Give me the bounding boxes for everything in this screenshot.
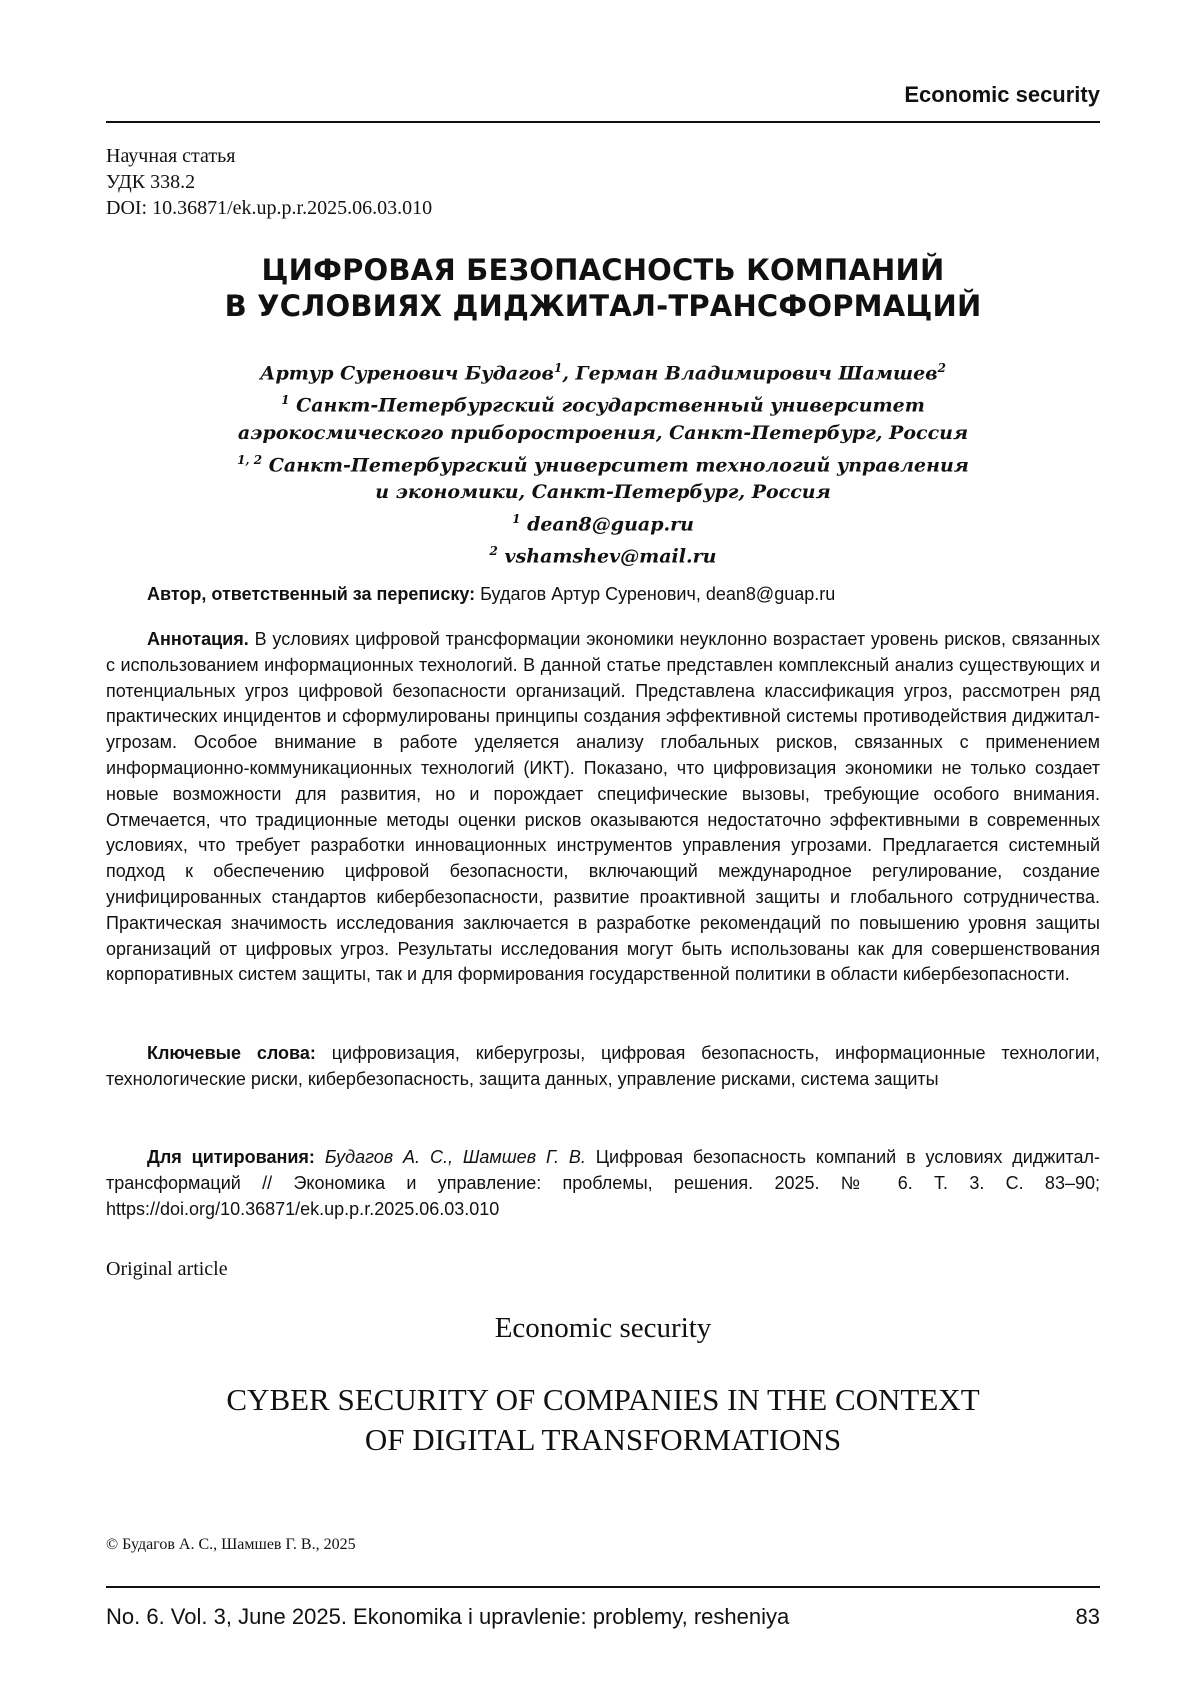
author-separator: , [562, 362, 576, 385]
abstract [106, 627, 1100, 988]
copyright: © Будагов А. С., Шамшев Г. В., 2025 [106, 1536, 356, 1553]
udk-code: УДК 338.2 [106, 171, 196, 193]
email-1 [106, 506, 1100, 538]
doi: DOI: 10.36871/ek.up.p.r.2025.06.03.010 [106, 197, 433, 219]
page-number: 83 [1075, 1604, 1100, 1629]
running-head: Economic security [904, 82, 1100, 107]
correspondence-value: Будагов Артур Суренович, dean8@guap.ru [480, 584, 836, 604]
author-names [106, 355, 1100, 387]
journal-info: No. 6. Vol. 3, June 2025. Ekonomika i upravlenie: problemy, resheniya [106, 1604, 790, 1629]
author-1-sup: 1 [553, 361, 563, 375]
affiliation-2-line-1 [106, 447, 1100, 479]
page-footer [106, 1604, 1100, 1630]
citation-label: Для цитирования: [147, 1147, 315, 1167]
title-en-line-1: CYBER SECURITY OF COMPANIES IN THE CONTEXT [226, 1382, 980, 1417]
email-2-link[interactable]: vshamshev@mail.ru [504, 545, 717, 568]
section-en: Economic security [494, 1312, 712, 1344]
article-type: Научная статья [106, 145, 236, 167]
affiliation-1-line-1 [106, 387, 1100, 419]
correspondence [147, 582, 1100, 606]
header-divider [106, 121, 1100, 123]
keywords-label: Ключевые слова: [147, 1043, 316, 1063]
article-title-en [106, 1380, 1100, 1460]
email-2-sup: 2 [489, 544, 498, 559]
author-1: Артур Суренович Будагов [259, 362, 554, 385]
article-meta [106, 143, 432, 221]
email-2 [106, 538, 1100, 570]
keywords-text: цифровизация, киберугрозы, цифровая безопасность, информационные технологии, технологические риски, кибербезопасность, защита данных, управление рисками, система защиты [106, 1043, 1100, 1089]
citation-text: Цифровая безопасность компаний в условиях диджитал-трансформаций // Экономика и управление: проблемы, решения. 2025. № 6. Т. 3. С. 83–90; https://doi.org/10.36871/ek.up.p.r.2025.06.03.010 [106, 1147, 1100, 1219]
footer-divider [106, 1586, 1100, 1588]
affiliation-2-sup: 1, 2 [237, 452, 263, 467]
title-ru-line-2: В УСЛОВИЯХ ДИДЖИТАЛ-ТРАНСФОРМАЦИЙ [224, 289, 982, 323]
affiliation-1-text: Санкт-Петербургский государственный университет [296, 394, 925, 417]
article-type-en: Original article [106, 1258, 228, 1280]
citation [106, 1145, 1100, 1222]
article-title-ru [106, 252, 1100, 324]
email-1-link[interactable]: dean8@guap.ru [527, 513, 694, 536]
email-1-sup: 1 [512, 511, 521, 526]
citation-authors: Будагов А. С., Шамшев Г. В. [324, 1147, 586, 1167]
authors-block [106, 355, 1100, 571]
author-2: Герман Владимирович Шамшев [575, 362, 938, 385]
affiliation-1-sup: 1 [281, 393, 290, 408]
keywords [106, 1041, 1100, 1093]
abstract-label: Аннотация. [147, 629, 249, 649]
author-2-sup: 2 [937, 361, 947, 375]
title-en-line-2: OF DIGITAL TRANSFORMATIONS [364, 1422, 842, 1457]
affiliation-2-line-2: и экономики, Санкт-Петербург, Россия [375, 480, 831, 503]
title-ru-line-1: ЦИФРОВАЯ БЕЗОПАСНОСТЬ КОМПАНИЙ [261, 253, 945, 287]
affiliation-1-line-2: аэрокосмического приборостроения, Санкт-Петербург, Россия [237, 421, 969, 444]
affiliation-2-text: Санкт-Петербургский университет технологий управления [268, 453, 969, 476]
abstract-text: В условиях цифровой трансформации экономики неуклонно возрастает уровень рисков, связанных с использованием информационных технологий. В данной статье представлен комплексный анализ существующих и потенциальных угроз цифровой безопасности организаций. Представлена классификация угроз, рассмотрен ряд практических инцидентов и сформулированы принципы создания эффективной системы противодействия диджитал-угрозам. Особое внимание в работе уделяется анализу глобальных рисков, связанных с применением информационно-коммуникационных технологий (ИКТ). Показано, что цифровизация экономики не только создает новые возможности для развития, но и порождает специфические вызовы, требующие особого внимания. Отмечается, что традиционные методы оценки рисков оказываются недостаточно эффективными в современных условиях, что требует разработки инновационных инструментов управления угрозами. Предлагается системный подход к обеспечению цифровой безопасности, включающий международное регулирование, создание унифицированных стандартов кибербезопасности, развитие проактивной защиты и глобального сотрудничества. Практическая значимость исследования заключается в разработке рекомендаций по повышению уровня защиты организаций от цифровых угроз. Результаты исследования могут быть использованы как для совершенствования корпоративных систем защиты, так и для формирования государственной политики в области кибербезопасности. [106, 629, 1100, 985]
correspondence-label: Автор, ответственный за переписку: [147, 584, 476, 604]
